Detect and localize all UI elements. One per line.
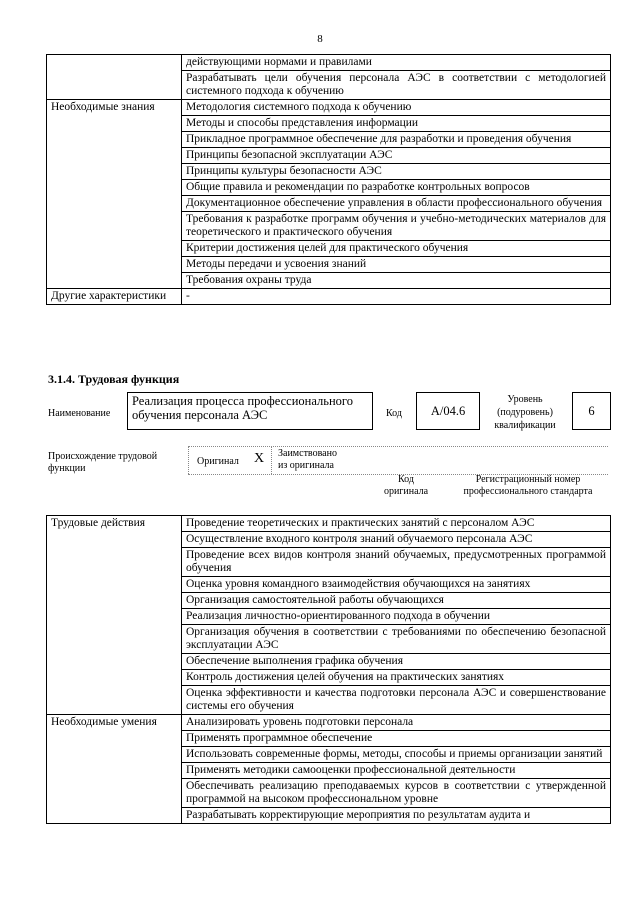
name-value-box	[127, 392, 373, 430]
section-title: 3.1.4. Трудовая функция	[48, 372, 180, 386]
row-item: Контроль достижения целей обучения на практических занятиях	[182, 670, 611, 686]
origin-label: Происхождение трудовой функции	[48, 451, 158, 474]
row-item: Методы передачи и усвоения знаний	[182, 257, 611, 273]
row-item: Проведение всех видов контроля знаний обучаемых, предусмотренных программой обучения	[182, 548, 611, 577]
level-value-box	[572, 392, 611, 430]
code-label: Код	[386, 408, 402, 419]
row-item: Обеспечение выполнения графика обучения	[182, 654, 611, 670]
original-label: Оригинал	[197, 456, 239, 467]
table-row	[47, 516, 611, 532]
row-item: -	[182, 289, 611, 305]
row-item: Анализировать уровень подготовки персонала	[182, 715, 611, 731]
reg-number-label: Регистрационный номер профессионального стандарта	[463, 474, 593, 497]
row-item: Методы и способы представления информации	[182, 116, 611, 132]
row-item: Оценка уровня командного взаимодействия обучающихся на занятиях	[182, 577, 611, 593]
table-row	[47, 289, 611, 305]
row-item: Прикладное программное обеспечение для разработки и проведения обучения	[182, 132, 611, 148]
row-label: Другие характеристики	[47, 289, 182, 305]
row-item: Организация обучения в соответствии с требованиями по обеспечению безопасной эксплуатации АЭС	[182, 625, 611, 654]
knowledge-table	[46, 54, 611, 305]
row-item: Использовать современные формы, методы, способы и приемы организации занятий	[182, 747, 611, 763]
table-row	[47, 715, 611, 731]
row-item: Реализация личностно-ориентированного подхода в обучении	[182, 609, 611, 625]
code-value: А/04.6	[430, 404, 466, 418]
row-item: Оценка эффективности и качества подготовки персонала АЭС и совершенствование системы его обучения	[182, 686, 611, 715]
row-label: Необходимые знания	[47, 100, 182, 289]
row-item: Принципы безопасной эксплуатации АЭС	[182, 148, 611, 164]
row-item: Требования охраны труда	[182, 273, 611, 289]
actions-table	[46, 515, 611, 824]
code-original-label: Код оригинала	[383, 474, 429, 497]
origin-top-line	[188, 446, 608, 447]
borrowed-label: Заимствовано из оригинала	[278, 448, 337, 471]
page-number: 8	[317, 33, 323, 45]
row-item: Разрабатывать корректирующие мероприятия по результатам аудита и	[182, 808, 611, 824]
original-mark: X	[254, 451, 265, 466]
row-item: действующими нормами и правилами	[182, 55, 611, 71]
row-label: Трудовые действия	[47, 516, 182, 715]
row-item: Проведение теоретических и практических занятий с персоналом АЭС	[182, 516, 611, 532]
level-value: 6	[588, 404, 595, 418]
row-item: Критерии достижения целей для практического обучения	[182, 241, 611, 257]
table-row	[47, 55, 611, 71]
row-label	[47, 55, 182, 100]
row-item: Принципы культуры безопасности АЭС	[182, 164, 611, 180]
row-item: Применять методики самооценки профессиональной деятельности	[182, 763, 611, 779]
row-item: Методология системного подхода к обучению	[182, 100, 611, 116]
row-label: Необходимые умения	[47, 715, 182, 824]
row-item: Обеспечивать реализацию преподаваемых курсов в соответствии с утвержденной программой на высоком профессиональном уровне	[182, 779, 611, 808]
name-label: Наименование	[48, 408, 111, 419]
row-item: Организация самостоятельной работы обучающихся	[182, 593, 611, 609]
code-value-box	[416, 392, 480, 430]
name-value: Реализация процесса профессионального обучения персонала АЭС	[132, 394, 353, 422]
row-item: Требования к разработке программ обучения и учебно-методических материалов для теоретического и практического обучения	[182, 212, 611, 241]
row-item: Осуществление входного контроля знаний обучаемого персонала АЭС	[182, 532, 611, 548]
origin-divider-2	[271, 446, 273, 474]
row-item: Общие правила и рекомендации по разработке контрольных вопросов	[182, 180, 611, 196]
row-item: Документационное обеспечение управления в области профессионального обучения	[182, 196, 611, 212]
row-item: Разрабатывать цели обучения персонала АЭС в соответствии с методологией системного подхода к обучению	[182, 71, 611, 100]
origin-divider	[188, 446, 190, 474]
table-row	[47, 100, 611, 116]
level-label: Уровень (подуровень) квалификации	[494, 394, 556, 431]
row-item: Применять программное обеспечение	[182, 731, 611, 747]
